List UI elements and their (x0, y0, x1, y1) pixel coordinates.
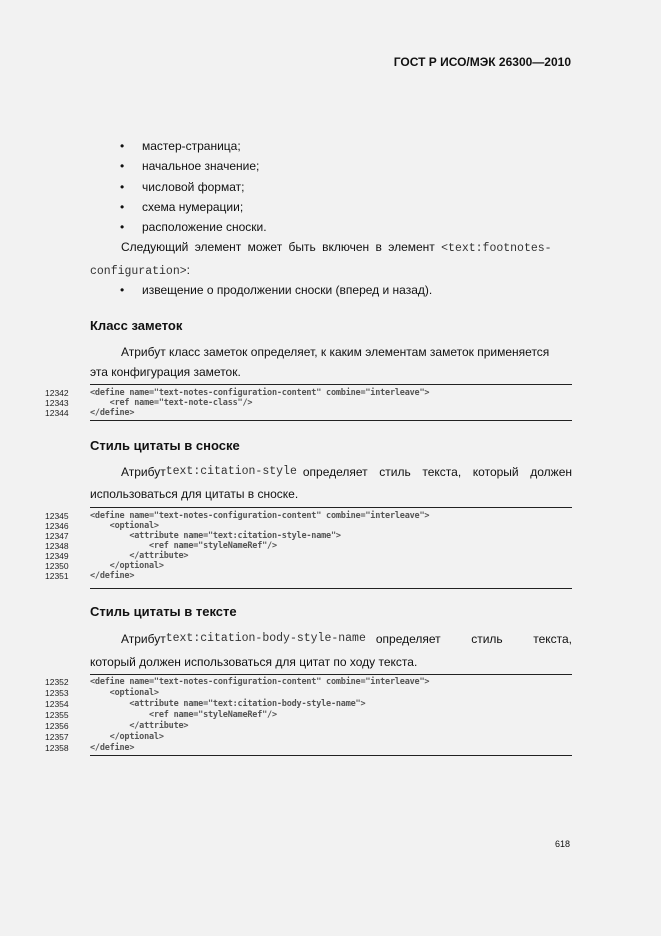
paragraph: Следующий элемент может быть включен в элемент <text:footnotes- (121, 240, 552, 255)
bullet-icon: • (120, 200, 125, 214)
paragraph: Атрибут text:citation-style определяет стиль текста, который должен (121, 465, 572, 479)
paragraph-continuation: эта конфигурация заметок. (90, 365, 241, 379)
inline-code: text:citation-body-style-name (165, 632, 366, 645)
code-bottom-rule (90, 420, 572, 421)
paragraph: Атрибут класс заметок определяет, к каким элементам заметок применяется (121, 345, 550, 359)
bullet-icon: • (120, 180, 125, 194)
bullet-icon: • (120, 139, 125, 153)
code-bottom-rule (90, 588, 572, 589)
section-heading: Стиль цитаты в тексте (90, 604, 237, 619)
section-heading: Стиль цитаты в сноске (90, 438, 240, 453)
code-bottom-rule (90, 755, 572, 756)
list-item: • мастер-страница; (120, 139, 241, 153)
list-item: • расположение сноски. (120, 220, 267, 234)
code-top-rule (90, 507, 572, 508)
section-heading: Класс заметок (90, 318, 183, 333)
list-item: • извещение о продолжении сноски (вперед и назад). (120, 283, 433, 297)
code-top-rule (90, 384, 572, 385)
inline-code: text:citation-style (165, 465, 297, 478)
list-item: • числовой формат; (120, 180, 245, 194)
bullet-icon: • (120, 283, 125, 297)
code-top-rule (90, 674, 572, 675)
paragraph: Атрибут text:citation-body-style-name определяет стиль текста, (121, 632, 572, 646)
bullet-icon: • (120, 159, 125, 173)
page-number: 618 (555, 839, 571, 849)
inline-code: configuration> (90, 265, 187, 278)
paragraph-continuation: который должен использоваться для цитат по ходу текста. (90, 655, 418, 669)
inline-code: <text:footnotes- (441, 242, 552, 255)
standard-header: ГОСТ Р ИСО/МЭК 26300—2010 (393, 55, 571, 69)
bullet-icon: • (120, 220, 125, 234)
paragraph-continuation: использоваться для цитаты в сноске. (90, 487, 299, 501)
document-page: ГОСТ Р ИСО/МЭК 26300—2010 • мастер-страница; • начальное значение; • числовой формат; • схема нумерации; • расположение сноски. Следующий элемент может быть включен в элемент <text:footnotes- configuration>: • извещение о продолжении сноски (вперед и назад). Класс заметок Атрибут класс заметок определяет, к каким элементам заметок применяется эта конфигурация заметок. 12342 <define name="text-notes-configuration-content" combine="interleave"> 12343 <ref name="text-note-class"/> 12344 </define> Стиль цитаты в сноске Атрибут text:citation-style определяет стиль текста, который должен использоваться для цитаты в сноске. 12345 <define name="text-notes-configuration-content" combine="interleave"> 12346 <optional> 12347 <attribute name="text:citation-style-name"> 12348 <ref name="styleNameRef"/> 12349 </attribute> 12350 </optional> 12351 </define> Стиль цитаты в тексте Атрибут text:citation-body-style-name определяет стиль текста, который должен использоваться для цитат по ходу текста. 12352 <define name="text-notes-configuration-content" combine="interleave"> 12353 <optional> 12354 <attribute name="text:citation-body-style-name"> 12355 <ref name="styleNameRef"/> 12356 </attribute> 12357 </optional> 12358 </define> 618 (45, 55, 572, 849)
list-item: • начальное значение; (120, 159, 260, 173)
paragraph-continuation: configuration>: (90, 263, 190, 278)
list-item: • схема нумерации; (120, 200, 244, 214)
